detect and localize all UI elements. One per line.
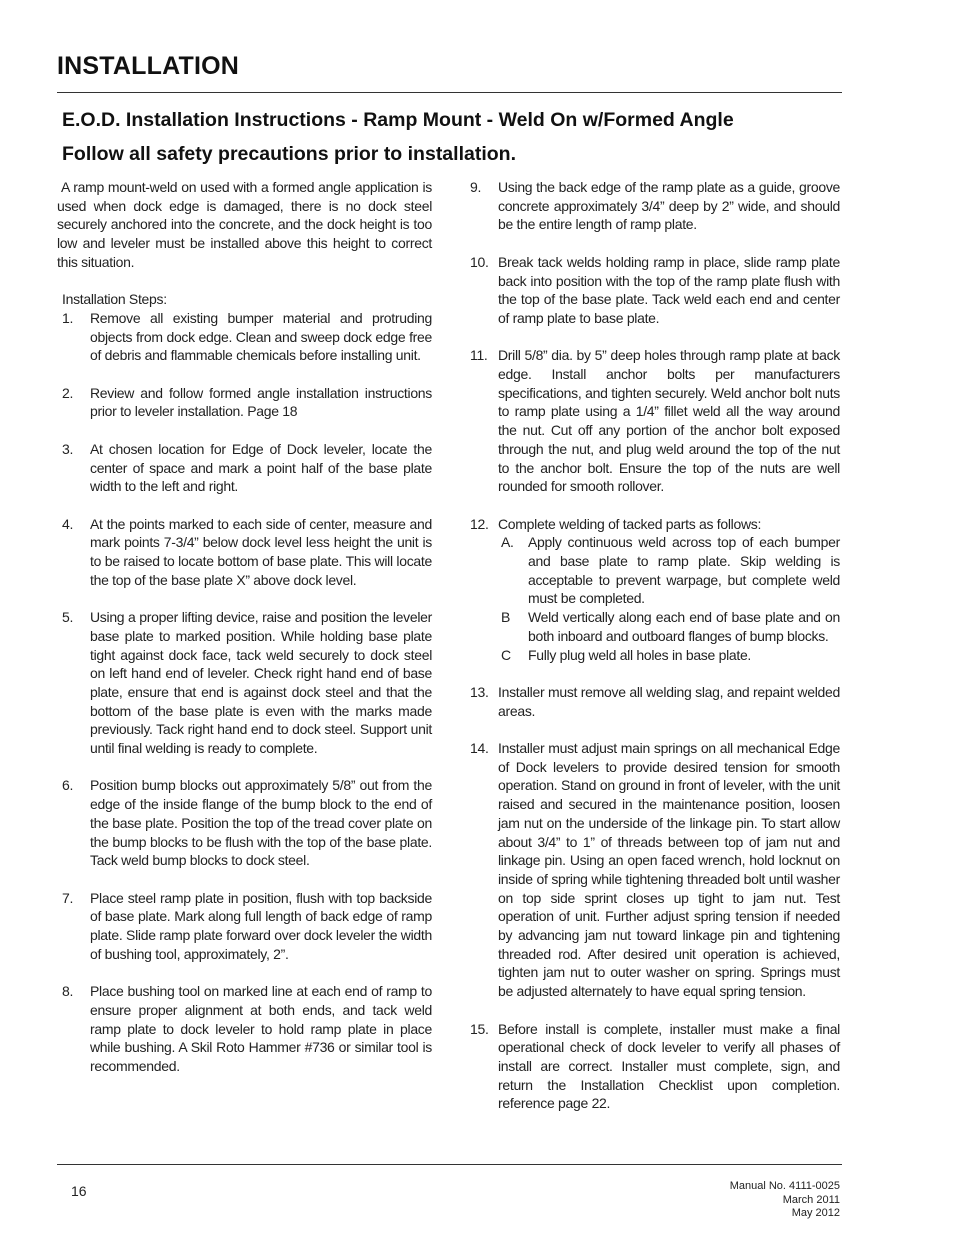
substeps-list (498, 533, 840, 664)
step-item (57, 889, 432, 964)
step-item (57, 440, 432, 496)
left-column (57, 178, 432, 1076)
step-text: Using a proper lifting device, raise and position the leveler base plate to marked position. While holding base plate tight against dock face, tack weld securely to dock steel on left hand end of leveler. Check right hand end of base plate, ensure that end is against dock steel and that the bottom of the base plate is even with the marks made previously. Tack right hand end to dock steel. Support unit until final welding is ready to complete. (90, 609, 432, 757)
substep-item (498, 533, 840, 608)
step-number: 14. (470, 740, 489, 757)
page-number: 16 (71, 1183, 87, 1199)
step-body (498, 515, 840, 665)
substep-letter: A. (501, 534, 514, 551)
step-number: 1. (62, 309, 74, 326)
intro-paragraph: A ramp mount-weld on used with a formed angle application is used when dock edge is damaged, there is no dock steel securely anchored into the concrete, and the dock height is too low and leveler must be installed above this height to correct this situation. (57, 179, 432, 270)
substep-text: Weld vertically along each end of base plate and on both inboard and outboard flanges of bump blocks. (528, 609, 840, 644)
substep-item (498, 646, 840, 665)
substep-letter: C (501, 646, 511, 663)
footer-manual-info (730, 1180, 840, 1221)
step-item (470, 683, 840, 720)
step-text: Installer must remove all welding slag, and repaint welded areas. (498, 683, 840, 719)
step-text: Break tack welds holding ramp in place, slide ramp plate back into position with the top of the ramp plate flush with the top of the base plate. Tack weld each end and center of ramp plate to base plate. (498, 253, 840, 326)
step-text: Installer must adjust main springs on all mechanical Edge of Dock levelers to provide desired tension for smooth operation. Stand on ground in front of leveler, with the unit raised and secured in the maintenance position, loosen jam nut on the underside of the linkage pin. To start allow about 3/4” to 1” of threads between top of jam nut and linkage pin. Using an open faced wrench, hold locknut on inside of spring while tightening threaded bolt until washer on top side sprint closes up tight to jam nut. Test operation of unit. Further adjust spring tension if needed by advancing jam nut toward linkage pin and tightening threaded rod. After desired unit operation is achieved, tighten jam nut to outer washer on spring. Springs must be adjusted alternately to have equal spring tension. (498, 740, 840, 1000)
step-text: Drill 5/8” dia. by 5” deep holes through ramp plate at back edge. Install anchor bolts per manufacturers specifications, and tighten securely. Weld anchor bolt nuts to ramp plate using a 1/4” fillet weld all the way around the nut. Cut off any portion of the anchor bolt exposed through the nut, and plug weld around the top of the nut to the anchor bolt. Ensure the top of the nuts are well rounded for smooth rollover. (498, 347, 840, 495)
step-number: 13. (470, 683, 489, 700)
step-text: At the points marked to each side of center, measure and mark points 7-3/4” below dock level less height the unit is to be raised to locate bottom of base plate. This will locate the top of the base plate X” above dock level. (90, 515, 432, 588)
substep-text: Apply continuous weld across top of each bumper and base plate to ramp plate. Skip welding is acceptable to prevent warpage, but complete weld must be completed. (528, 534, 840, 607)
step-item (57, 384, 432, 421)
section-heading: E.O.D. Installation Instructions - Ramp Mount - Weld On w/Formed Angle (62, 109, 734, 131)
step-number: 11. (470, 347, 488, 364)
safety-notice: Follow all safety precautions prior to installation. (62, 143, 516, 165)
steps-heading: Installation Steps: (62, 291, 167, 308)
revision-date: May 2012 (791, 1207, 840, 1219)
step-text: Place bushing tool on marked line at each end of ramp to ensure proper alignment at both ends, and tack weld ramp plate to dock leveler to hold ramp plate in place while bushing. A Skil Roto Hammer #736 or similar tool is recommended. (90, 983, 432, 1074)
step-item (470, 1020, 840, 1114)
step-item (470, 253, 840, 328)
issue-date: March 2011 (782, 1193, 840, 1206)
step-text: Before install is complete, installer must make a final operational check of dock leveler to verify all phases of install are correct. Installer must complete, sign, and return the Installation Checklist upon completion. reference page 22. (498, 1020, 840, 1112)
step-item (57, 776, 432, 870)
step-text: Review and follow formed angle installation instructions prior to leveler installation. Page 18 (90, 384, 432, 420)
step-number: 15. (470, 1020, 489, 1037)
right-column (470, 178, 840, 1113)
step-item (57, 309, 432, 365)
substep-item (498, 608, 840, 645)
page-title: INSTALLATION (57, 52, 240, 80)
step-item (470, 178, 840, 234)
footer-divider (57, 1164, 842, 1165)
manual-number: Manual No. 4111-0025 (729, 1180, 840, 1192)
step-text: Using the back edge of the ramp plate as a guide, groove concrete approximately 3/4” deep by 2” wide, and should be the entire length of ramp plate. (498, 179, 840, 233)
steps-list-right (470, 178, 840, 1113)
header-divider (57, 92, 842, 93)
step-item (57, 515, 432, 590)
step-number: 3. (62, 440, 74, 457)
step-number: 2. (62, 384, 74, 401)
step-text: Complete welding of tacked parts as follows: (498, 515, 762, 532)
step-item (470, 739, 840, 1001)
step-number: 7. (62, 889, 74, 906)
substep-text: Fully plug weld all holes in base plate. (528, 646, 752, 663)
step-item (57, 608, 432, 758)
step-text: Remove all existing bumper material and protruding objects from dock edge. Clean and sweep dock edge free of debris and flammable chemicals before installing unit. (90, 309, 432, 364)
step-text: Place steel ramp plate in position, flush with top backside of base plate. Mark along full length of back edge of ramp plate. Slide ramp plate forward over dock leveler the width of bushing tool, approximately, 2”. (90, 889, 432, 962)
step-number: 9. (470, 179, 482, 195)
step-number: 5. (62, 609, 74, 626)
step-text: Position bump blocks out approximately 5/8” out from the edge of the inside flange of the bump block to the end of the base plate. Position the top of the tread cover plate on the bump blocks to be flush with the top of the base plate. Tack weld bump blocks to dock steel. (90, 777, 432, 869)
step-number: 4. (62, 515, 74, 532)
step-number: 12. (470, 515, 489, 532)
step-text: At chosen location for Edge of Dock leveler, locate the center of space and mark a point half of the base plate width to the left and right. (90, 440, 432, 495)
step-item (57, 982, 432, 1076)
substep-letter: B (501, 609, 511, 626)
steps-list-left (57, 309, 432, 1076)
step-item (470, 515, 840, 665)
step-number: 8. (62, 983, 74, 1000)
step-number: 10. (470, 253, 489, 270)
step-item (470, 346, 840, 496)
step-number: 6. (62, 777, 74, 794)
